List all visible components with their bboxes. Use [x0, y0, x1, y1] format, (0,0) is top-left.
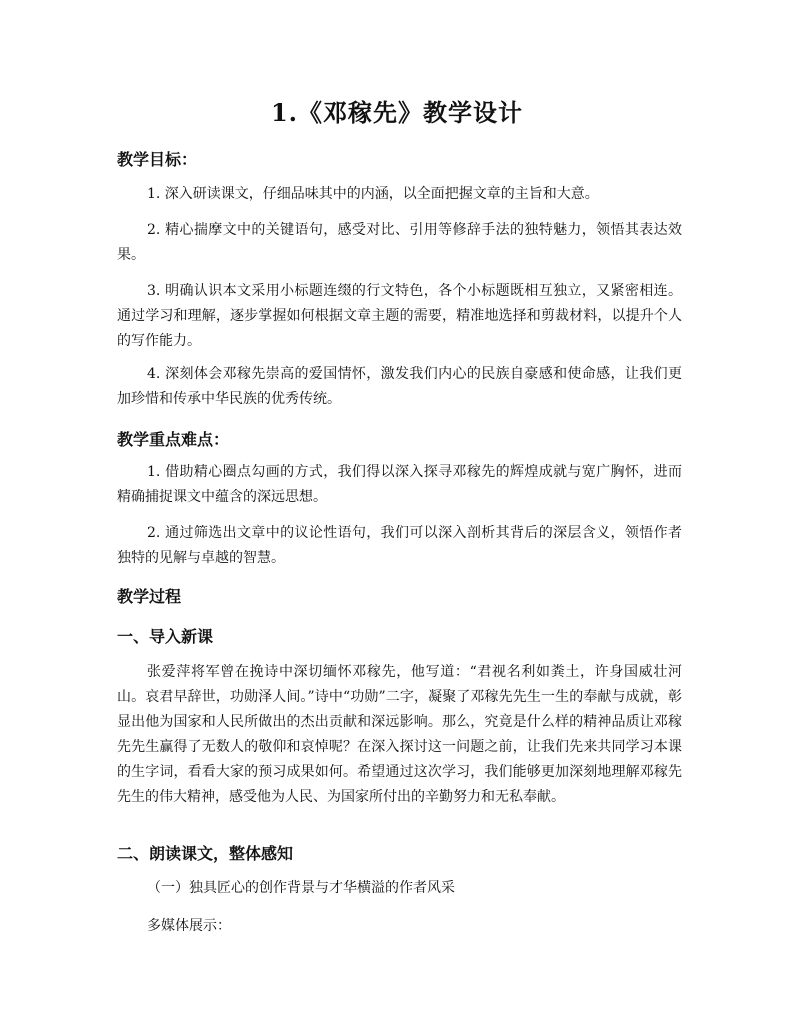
key-points-heading: 教学重点难点： — [117, 430, 230, 449]
section-1-heading: 一、导入新课 — [117, 627, 214, 646]
section-2-subheading: （一）独具匠心的创作背景与才华横溢的作者风采 — [147, 880, 455, 896]
objective-item-3: 3. 明确认识本文采用小标题连缀的行文特色，各个小标题既相互独立，又紧密相连。通过学习和理解，逐步掌握如何根据文章主题的需要，精准地选择和剪裁材料，以提升个人的写作能力。 — [117, 283, 682, 349]
section-2-heading: 二、朗读课文，整体感知 — [117, 844, 294, 863]
document-title: 1.《邓稼先》教学设计 — [270, 98, 524, 127]
media-label: 多媒体展示： — [147, 918, 231, 934]
objective-item-4: 4. 深刻体会邓稼先崇高的爱国情怀，激发我们内心的民族自豪感和使命感，让我们更加珍惜和传承中华民族的优秀传统。 — [117, 366, 682, 407]
key-point-item-2: 2. 通过筛选出文章中的议论性语句，我们可以深入剖析其背后的深层含义，领悟作者独特的见解与卓越的智慧。 — [117, 525, 682, 566]
process-heading: 教学过程 — [117, 587, 182, 606]
objectives-heading: 教学目标： — [117, 150, 198, 169]
objective-item-2: 2. 精心揣摩文中的关键语句，感受对比、引用等修辞手法的独特魅力，领悟其表达效果。 — [117, 222, 682, 263]
objective-item-1: 1. 深入研读课文，仔细品味其中的内涵，以全面把握文章的主旨和大意。 — [147, 186, 599, 202]
section-1-paragraph: 张爱萍将军曾在挽诗中深切缅怀邓稼先，他写道：“君视名利如粪土，许身国威壮河山。哀君早辞世，功勋泽人间。”诗中“功勋”二字，凝聚了邓稼先先生一生的奉献与成就，彰显出他为国家和人民所做出的杰出贡献和深远影响。那么，究竟是什么样的精神品质让邓稼先先生赢得了无数人的敬仰和哀悼呢？在深入探讨这一问题之前，让我们先来共同学习本课的生字词，看看大家的预习成果如何。希望通过这次学习，我们能够更加深刻地理解邓稼先先生的伟大精神，感受他为人民、为国家所付出的辛勤努力和无私奉献。 — [117, 664, 682, 805]
key-point-item-1: 1. 借助精心圈点勾画的方式，我们得以深入探寻邓稼先的辉煌成就与宽广胸怀，进而精确捕捉课文中蕴含的深远思想。 — [117, 464, 682, 505]
